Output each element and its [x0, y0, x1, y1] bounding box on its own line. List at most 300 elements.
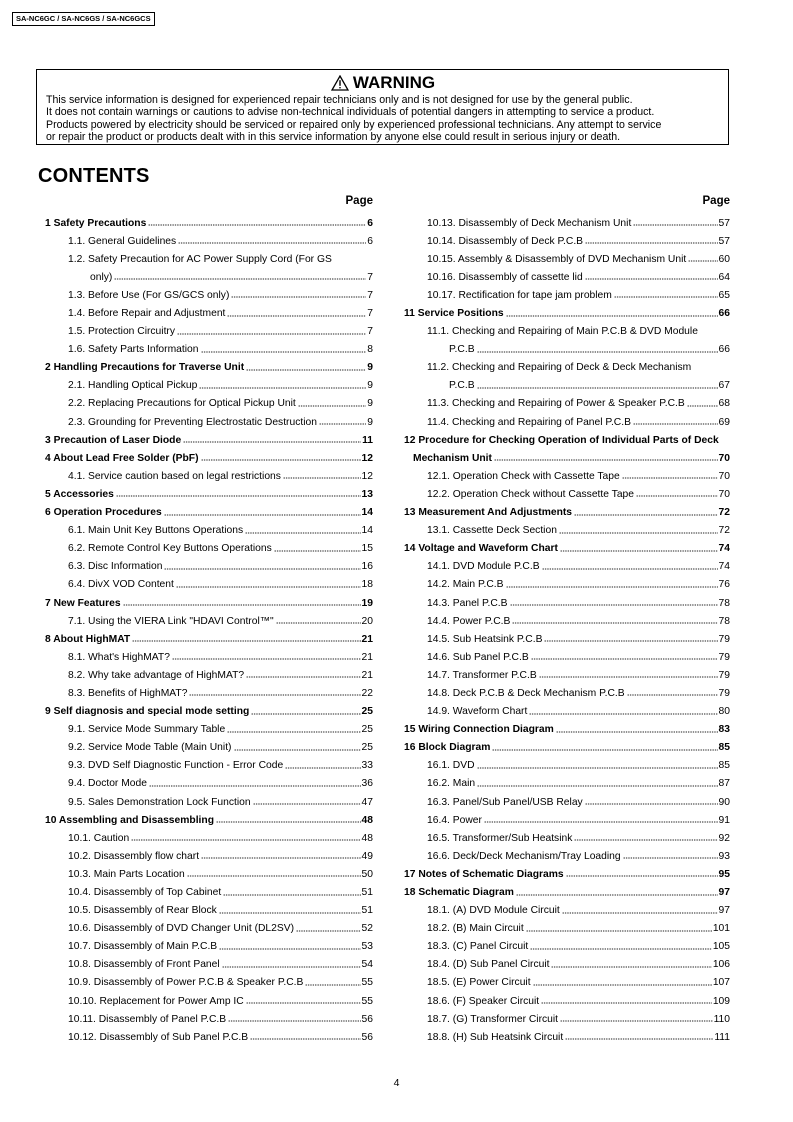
toc-entry-title: 6.3. Disc Information: [68, 561, 163, 573]
toc-entry[interactable]: [38, 847, 373, 865]
toc-entry[interactable]: [38, 413, 373, 431]
toc-entry[interactable]: [397, 540, 730, 558]
toc-entry[interactable]: [397, 974, 730, 992]
toc-leader-dots: [541, 1002, 712, 1004]
toc-leader-dots: [533, 984, 712, 986]
toc-entry-title: 10.9. Disassembly of Power P.C.B & Speaker P.C.B: [68, 977, 304, 989]
toc-entry[interactable]: [38, 920, 373, 938]
toc-entry-page: 20: [361, 615, 373, 627]
toc-entry-title: 14.5. Sub Heatsink P.C.B: [427, 633, 543, 645]
toc-entry-title: 16 Block Diagram: [404, 742, 491, 754]
toc-entry-title: 18.8. (H) Sub Heatsink Circuit: [427, 1031, 564, 1043]
toc-entry-title: 13.1. Cassette Deck Section: [427, 525, 557, 537]
toc-entry-title: 10.10. Replacement for Power Amp IC: [68, 995, 244, 1007]
toc-leader-dots: [687, 405, 718, 407]
toc-entry-page: 15: [361, 543, 373, 555]
toc-leader-dots: [201, 857, 360, 859]
toc-entry[interactable]: [397, 1028, 730, 1046]
toc-leader-dots: [622, 477, 718, 479]
toc-entry-title: 8.1. What's HighMAT?: [68, 651, 170, 663]
toc-entry-page: 9: [367, 362, 373, 374]
toc-leader-dots: [176, 586, 361, 588]
toc-entry[interactable]: [38, 594, 373, 612]
toc-entry[interactable]: [38, 558, 373, 576]
toc-entry-title: 6.1. Main Unit Key Buttons Operations: [68, 525, 244, 537]
toc-leader-dots: [636, 495, 718, 497]
toc-leader-dots: [276, 622, 361, 624]
toc-entry[interactable]: [38, 811, 373, 829]
toc-entry[interactable]: [397, 250, 730, 268]
toc-entry-page: 70: [718, 470, 730, 482]
contents-title: CONTENTS: [38, 165, 150, 187]
toc-entry-page: 57: [718, 217, 730, 229]
toc-entry-page: 11: [362, 434, 373, 446]
toc-entry[interactable]: [397, 214, 730, 232]
toc-entry[interactable]: [397, 992, 730, 1010]
toc-entry[interactable]: [38, 286, 373, 304]
toc-entry-title: 17 Notes of Schematic Diagrams: [404, 868, 564, 880]
toc-entry[interactable]: [38, 865, 373, 883]
toc-entry[interactable]: [397, 522, 730, 540]
toc-entry-title: 12 Procedure for Checking Operation of Individual Parts of Deck: [404, 434, 719, 446]
toc-entry[interactable]: [38, 250, 373, 268]
toc-entry-title: 10.4. Disassembly of Top Cabinet: [68, 887, 222, 899]
toc-entry-page: 9: [367, 380, 373, 392]
toc-entry[interactable]: [397, 920, 730, 938]
warning-triangle-icon: [331, 75, 349, 91]
toc-entry[interactable]: [397, 467, 730, 485]
toc-entry-page: 13: [361, 488, 373, 500]
toc-leader-dots: [172, 658, 361, 660]
toc-entry[interactable]: [38, 232, 373, 250]
toc-entry-page: 48: [361, 832, 373, 844]
toc-entry[interactable]: [397, 558, 730, 576]
page-column-header: Page: [345, 195, 373, 207]
toc-entry-page: 69: [718, 416, 730, 428]
toc-entry-title: 9 Self diagnosis and special mode setting: [45, 706, 250, 718]
toc-entry-page: 79: [718, 687, 730, 699]
toc-entry-title: 14.8. Deck P.C.B & Deck Mechanism P.C.B: [427, 687, 625, 699]
toc-entry-page: 92: [718, 832, 730, 844]
toc-entry-page: 66: [718, 308, 730, 320]
toc-entry[interactable]: [38, 522, 373, 540]
toc-entry-title: 14 Voltage and Waveform Chart: [404, 543, 558, 555]
toc-leader-dots: [178, 242, 366, 244]
toc-entry[interactable]: [38, 485, 373, 503]
toc-leader-dots: [234, 749, 361, 751]
toc-entry-page: 21: [361, 633, 373, 645]
toc-entry[interactable]: [397, 594, 730, 612]
toc-entry-title: P.C.B: [449, 380, 475, 392]
toc-entry-title: 1.2. Safety Precaution for AC Power Supply Cord (For GS: [68, 253, 332, 265]
toc-entry-title: 14.6. Sub Panel P.C.B: [427, 651, 529, 663]
toc-entry-page: 54: [361, 959, 373, 971]
toc-entry-page: 110: [713, 1013, 730, 1025]
toc-leader-dots: [199, 387, 366, 389]
toc-leader-dots: [246, 676, 360, 678]
toc-entry-title: 1 Safety Precautions: [45, 217, 147, 229]
toc-entry-page: 97: [718, 905, 730, 917]
toc-entry-title: 1.3. Before Use (For GS/GCS only): [68, 289, 230, 301]
toc-entry[interactable]: [38, 1028, 373, 1046]
toc-entry-title: 9.4. Doctor Mode: [68, 778, 147, 790]
toc-entry-title: 10.16. Disassembly of cassette lid: [427, 271, 583, 283]
toc-entry-title: 16.6. Deck/Deck Mechanism/Tray Loading: [427, 850, 621, 862]
toc-entry-page: 79: [718, 651, 730, 663]
toc-entry-title: 11.1. Checking and Repairing of Main P.C.B & DVD Module: [427, 326, 698, 338]
toc-entry[interactable]: [38, 359, 373, 377]
toc-leader-dots: [477, 767, 718, 769]
toc-leader-dots: [565, 1038, 713, 1040]
toc-leader-dots: [216, 821, 361, 823]
warning-line: This service information is designed for experienced repair technicians only and is not designed for use by the general public.: [46, 94, 633, 106]
toc-leader-dots: [477, 785, 717, 787]
toc-leader-dots: [319, 423, 366, 425]
toc-entry[interactable]: [397, 359, 730, 377]
toc-entry[interactable]: [397, 757, 730, 775]
toc-entry-page: 90: [718, 796, 730, 808]
toc-leader-dots: [510, 604, 718, 606]
toc-entry-page: 101: [712, 923, 730, 935]
toc-entry-title: 1.1. General Guidelines: [68, 235, 177, 247]
toc-entry-page: 55: [361, 995, 373, 1007]
toc-entry-title: 1.4. Before Repair and Adjustment: [68, 308, 226, 320]
toc-entry-page: 7: [367, 326, 373, 338]
toc-entry[interactable]: [397, 666, 730, 684]
toc-entry-title: 16.5. Transformer/Sub Heatsink: [427, 832, 573, 844]
toc-entry[interactable]: [38, 630, 373, 648]
toc-leader-dots: [219, 912, 361, 914]
toc-entry-page: 25: [361, 706, 373, 718]
toc-entry-page: 21: [361, 669, 373, 681]
toc-entry[interactable]: [397, 268, 730, 286]
toc-entry-page: 25: [361, 742, 373, 754]
toc-leader-dots: [131, 839, 360, 841]
toc-entry[interactable]: [38, 703, 373, 721]
toc-leader-dots: [562, 912, 718, 914]
toc-entry-page: 6: [367, 235, 373, 247]
toc-entry[interactable]: [38, 395, 373, 413]
toc-entry[interactable]: [397, 232, 730, 250]
toc-left-column: [38, 192, 373, 1046]
toc-entry[interactable]: [38, 739, 373, 757]
toc-entry-page: 85: [718, 760, 730, 772]
toc-entry-title: 10 Assembling and Disassembling: [45, 814, 214, 826]
toc-entry[interactable]: [397, 377, 730, 395]
toc-entry-title: 16.4. Power: [427, 814, 482, 826]
toc-entry[interactable]: [397, 1010, 730, 1028]
toc-leader-dots: [688, 260, 717, 262]
toc-entry[interactable]: [397, 775, 730, 793]
toc-leader-dots: [544, 640, 717, 642]
toc-leader-dots: [201, 351, 367, 353]
toc-entry[interactable]: [38, 323, 373, 341]
toc-entry-page: 64: [718, 271, 730, 283]
toc-entry-page: 79: [718, 669, 730, 681]
toc-entry[interactable]: [38, 612, 373, 630]
toc-leader-dots: [560, 1020, 713, 1022]
toc-leader-dots: [566, 875, 718, 877]
toc-leader-dots: [245, 532, 360, 534]
toc-leader-dots: [512, 622, 717, 624]
toc-entry[interactable]: [397, 286, 730, 304]
toc-entry-title: 8.3. Benefits of HighMAT?: [68, 687, 188, 699]
toc-entry-title: 6.2. Remote Control Key Buttons Operations: [68, 543, 272, 555]
toc-entry[interactable]: [38, 757, 373, 775]
toc-entry-page: 95: [718, 868, 730, 880]
toc-entry[interactable]: [397, 413, 730, 431]
toc-entry-page: 7: [367, 271, 373, 283]
toc-entry[interactable]: [397, 304, 730, 322]
toc-leader-dots: [560, 550, 718, 552]
toc-entry-page: 18: [361, 579, 373, 591]
toc-entry-title: 18 Schematic Diagram: [404, 887, 514, 899]
toc-entry-title: 10.11. Disassembly of Panel P.C.B: [68, 1013, 227, 1025]
toc-entry-title: 12.2. Operation Check without Cassette Tape: [427, 488, 635, 500]
toc-entry-title: 14.1. DVD Module P.C.B: [427, 561, 540, 573]
toc-list-right: [397, 214, 730, 1046]
toc-entry-title: 7.1. Using the VIERA Link "HDAVI Control™": [68, 615, 274, 627]
toc-leader-dots: [506, 315, 718, 317]
warning-text: [46, 94, 720, 143]
toc-leader-dots: [305, 984, 360, 986]
toc-entry[interactable]: [397, 811, 730, 829]
toc-entry[interactable]: [397, 938, 730, 956]
toc-entry[interactable]: [38, 902, 373, 920]
toc-entry-page: 74: [718, 543, 730, 555]
toc-entry-title: 14.3. Panel P.C.B: [427, 597, 508, 609]
toc-entry[interactable]: [38, 377, 373, 395]
toc-leader-dots: [477, 387, 718, 389]
toc-entry-page: 33: [361, 760, 373, 772]
toc-entry[interactable]: [397, 576, 730, 594]
toc-entry-title: 16.1. DVD: [427, 760, 475, 772]
toc-entry-page: 78: [718, 597, 730, 609]
toc-entry-page: 85: [718, 742, 730, 754]
toc-entry-title: 9.1. Service Mode Summary Table: [68, 724, 226, 736]
toc-entry-page: 12: [361, 470, 373, 482]
toc-entry-title: 10.14. Disassembly of Deck P.C.B: [427, 235, 584, 247]
toc-entry[interactable]: [38, 449, 373, 467]
toc-entry[interactable]: [38, 268, 373, 286]
toc-leader-dots: [574, 839, 717, 841]
toc-entry[interactable]: [397, 323, 730, 341]
toc-entry-title: 2 Handling Precautions for Traverse Unit: [45, 362, 245, 374]
toc-entry-page: 109: [712, 995, 730, 1007]
toc-entry[interactable]: [397, 612, 730, 630]
warning-line: It does not contain warnings or cautions to advise non-technical individuals of potential dangers in attempting to service a product.: [46, 106, 655, 119]
toc-entry-page: 25: [361, 724, 373, 736]
toc-leader-dots: [183, 441, 361, 443]
toc-entry[interactable]: [397, 485, 730, 503]
toc-leader-dots: [585, 278, 718, 280]
toc-leader-dots: [250, 1038, 360, 1040]
toc-entry[interactable]: [38, 938, 373, 956]
toc-entry-page: 66: [718, 344, 730, 356]
toc-leader-dots: [227, 731, 360, 733]
page-number: 4: [393, 1077, 400, 1089]
toc-entry[interactable]: [397, 721, 730, 739]
toc-entry[interactable]: [38, 1010, 373, 1028]
toc-leader-dots: [164, 514, 361, 516]
toc-entry[interactable]: [38, 341, 373, 359]
toc-leader-dots: [177, 333, 366, 335]
toc-entry[interactable]: [397, 504, 730, 522]
warning-box: [36, 69, 729, 145]
toc-entry-title: 8.2. Why take advantage of HighMAT?: [68, 669, 245, 681]
toc-entry-page: 70: [718, 488, 730, 500]
toc-leader-dots: [123, 604, 361, 606]
toc-entry[interactable]: [397, 449, 730, 467]
toc-entry-title: 16.3. Panel/Sub Panel/USB Relay: [427, 796, 583, 808]
toc-entry-page: 67: [718, 380, 730, 392]
toc-entry-page: 68: [718, 398, 730, 410]
toc-entry[interactable]: [38, 721, 373, 739]
toc-entry[interactable]: [38, 431, 373, 449]
toc-leader-dots: [148, 224, 366, 226]
model-tag: SA-NC6GC / SA-NC6GS / SA-NC6GCS: [12, 12, 155, 26]
toc-leader-dots: [477, 351, 718, 353]
toc-entry[interactable]: [397, 793, 730, 811]
toc-entry-title: 5 Accessories: [45, 488, 114, 500]
toc-leader-dots: [542, 568, 718, 570]
toc-entry-page: 57: [718, 235, 730, 247]
toc-entry-title: 2.3. Grounding for Preventing Electrostatic Destruction: [68, 416, 317, 428]
toc-entry[interactable]: [38, 504, 373, 522]
toc-entry[interactable]: [38, 684, 373, 702]
toc-entry-title: 18.5. (E) Power Circuit: [427, 977, 531, 989]
toc-entry-page: 60: [718, 253, 730, 265]
toc-leader-dots: [227, 315, 366, 317]
toc-entry-title: 2.1. Handling Optical Pickup: [68, 380, 198, 392]
toc-entry-page: 49: [361, 850, 373, 862]
toc-entry-page: 7: [367, 289, 373, 301]
toc-entry-page: 19: [361, 597, 373, 609]
toc-leader-dots: [526, 930, 712, 932]
toc-entry-title: 10.8. Disassembly of Front Panel: [68, 959, 220, 971]
toc-entry-page: 56: [361, 1031, 373, 1043]
toc-entry-title: 18.2. (B) Main Circuit: [427, 923, 524, 935]
toc-entry-title: 11.3. Checking and Repairing of Power & Speaker P.C.B: [427, 398, 685, 410]
toc-entry[interactable]: [397, 865, 730, 883]
toc-entry-title: 10.17. Rectification for tape jam problem: [427, 289, 612, 301]
toc-entry-title: P.C.B: [449, 344, 475, 356]
toc-entry[interactable]: [397, 395, 730, 413]
toc-entry-title: 10.15. Assembly & Disassembly of DVD Mechanism Unit: [427, 253, 687, 265]
toc-entry[interactable]: [397, 341, 730, 359]
toc-entry-title: 9.3. DVD Self Diagnostic Function - Error Code: [68, 760, 284, 772]
toc-leader-dots: [529, 713, 717, 715]
toc-entry[interactable]: [397, 829, 730, 847]
toc-entry[interactable]: [38, 793, 373, 811]
toc-entry[interactable]: [397, 847, 730, 865]
toc-entry[interactable]: [397, 630, 730, 648]
toc-entry-page: 72: [718, 525, 730, 537]
toc-entry-page: 12: [361, 452, 373, 464]
toc-leader-dots: [222, 966, 361, 968]
toc-entry-page: 106: [712, 959, 730, 971]
toc-entry-page: 97: [718, 887, 730, 899]
toc-entry[interactable]: [397, 703, 730, 721]
toc-entry-title: 18.6. (F) Speaker Circuit: [427, 995, 540, 1007]
toc-leader-dots: [614, 296, 718, 298]
toc-entry-page: 53: [361, 941, 373, 953]
toc-leader-dots: [114, 278, 366, 280]
warning-line: Products powered by electricity should be serviced or repaired only by experienced professional technicians. Any attempt to service: [46, 118, 662, 131]
toc-entry[interactable]: [38, 576, 373, 594]
toc-entry[interactable]: [38, 666, 373, 684]
warning-line: or repair the product or products dealt with in this service information by anyone else could result in serious injury or death.: [46, 130, 621, 143]
toc-entry[interactable]: [397, 902, 730, 920]
toc-entry[interactable]: [38, 467, 373, 485]
toc-leader-dots: [298, 405, 366, 407]
toc-leader-dots: [494, 459, 718, 461]
toc-entry[interactable]: [38, 648, 373, 666]
toc-leader-dots: [149, 785, 361, 787]
toc-entry-title: Mechanism Unit: [413, 452, 492, 464]
toc-entry-page: 87: [718, 778, 730, 790]
toc-entry-title: 16.2. Main: [427, 778, 476, 790]
toc-entry[interactable]: [38, 540, 373, 558]
toc-entry-page: 93: [718, 850, 730, 862]
toc-leader-dots: [132, 640, 360, 642]
toc-entry-page: 105: [712, 941, 730, 953]
toc-entry[interactable]: [38, 992, 373, 1010]
toc-entry[interactable]: [38, 829, 373, 847]
toc-entry-title: 15 Wiring Connection Diagram: [404, 724, 554, 736]
toc-entry-title: 10.7. Disassembly of Main P.C.B: [68, 941, 218, 953]
toc-entry[interactable]: [38, 304, 373, 322]
toc-entry-title: 1.6. Safety Parts Information: [68, 344, 199, 356]
toc-leader-dots: [187, 875, 361, 877]
toc-leader-dots: [633, 224, 717, 226]
toc-leader-dots: [627, 694, 718, 696]
toc-entry-title: 7 New Features: [45, 597, 121, 609]
toc-entry-page: 21: [361, 651, 373, 663]
toc-entry-page: 48: [361, 814, 373, 826]
toc-leader-dots: [219, 948, 360, 950]
toc-entry-page: 72: [718, 507, 730, 519]
toc-entry-page: 74: [718, 561, 730, 573]
toc-leader-dots: [223, 894, 360, 896]
toc-entry[interactable]: [38, 974, 373, 992]
toc-entry[interactable]: [397, 883, 730, 901]
toc-leader-dots: [228, 1020, 360, 1022]
toc-entry[interactable]: [38, 775, 373, 793]
toc-leader-dots: [539, 676, 718, 678]
toc-entry-title: 14.7. Transformer P.C.B: [427, 669, 537, 681]
toc-entry[interactable]: [397, 739, 730, 757]
toc-entry-title: 14.2. Main P.C.B: [427, 579, 504, 591]
toc-entry-title: 12.1. Operation Check with Cassette Tape: [427, 470, 620, 482]
toc-entry[interactable]: [397, 648, 730, 666]
toc-entry-page: 56: [361, 1013, 373, 1025]
toc-entry-title: 18.3. (C) Panel Circuit: [427, 941, 529, 953]
warning-header: [46, 73, 720, 93]
toc-entry[interactable]: [397, 684, 730, 702]
toc-entry-page: 107: [712, 977, 730, 989]
toc-entry[interactable]: [38, 214, 373, 232]
toc-entry[interactable]: [397, 956, 730, 974]
toc-entry-page: 14: [361, 525, 373, 537]
toc-entry[interactable]: [38, 956, 373, 974]
toc-leader-dots: [551, 966, 711, 968]
toc-entry-title: 1.5. Protection Circuitry: [68, 326, 176, 338]
toc-entry[interactable]: [38, 883, 373, 901]
toc-leader-dots: [285, 767, 360, 769]
toc-entry-title: 11.4. Checking and Repairing of Panel P.C.B: [427, 416, 631, 428]
toc-entry[interactable]: [397, 431, 730, 449]
